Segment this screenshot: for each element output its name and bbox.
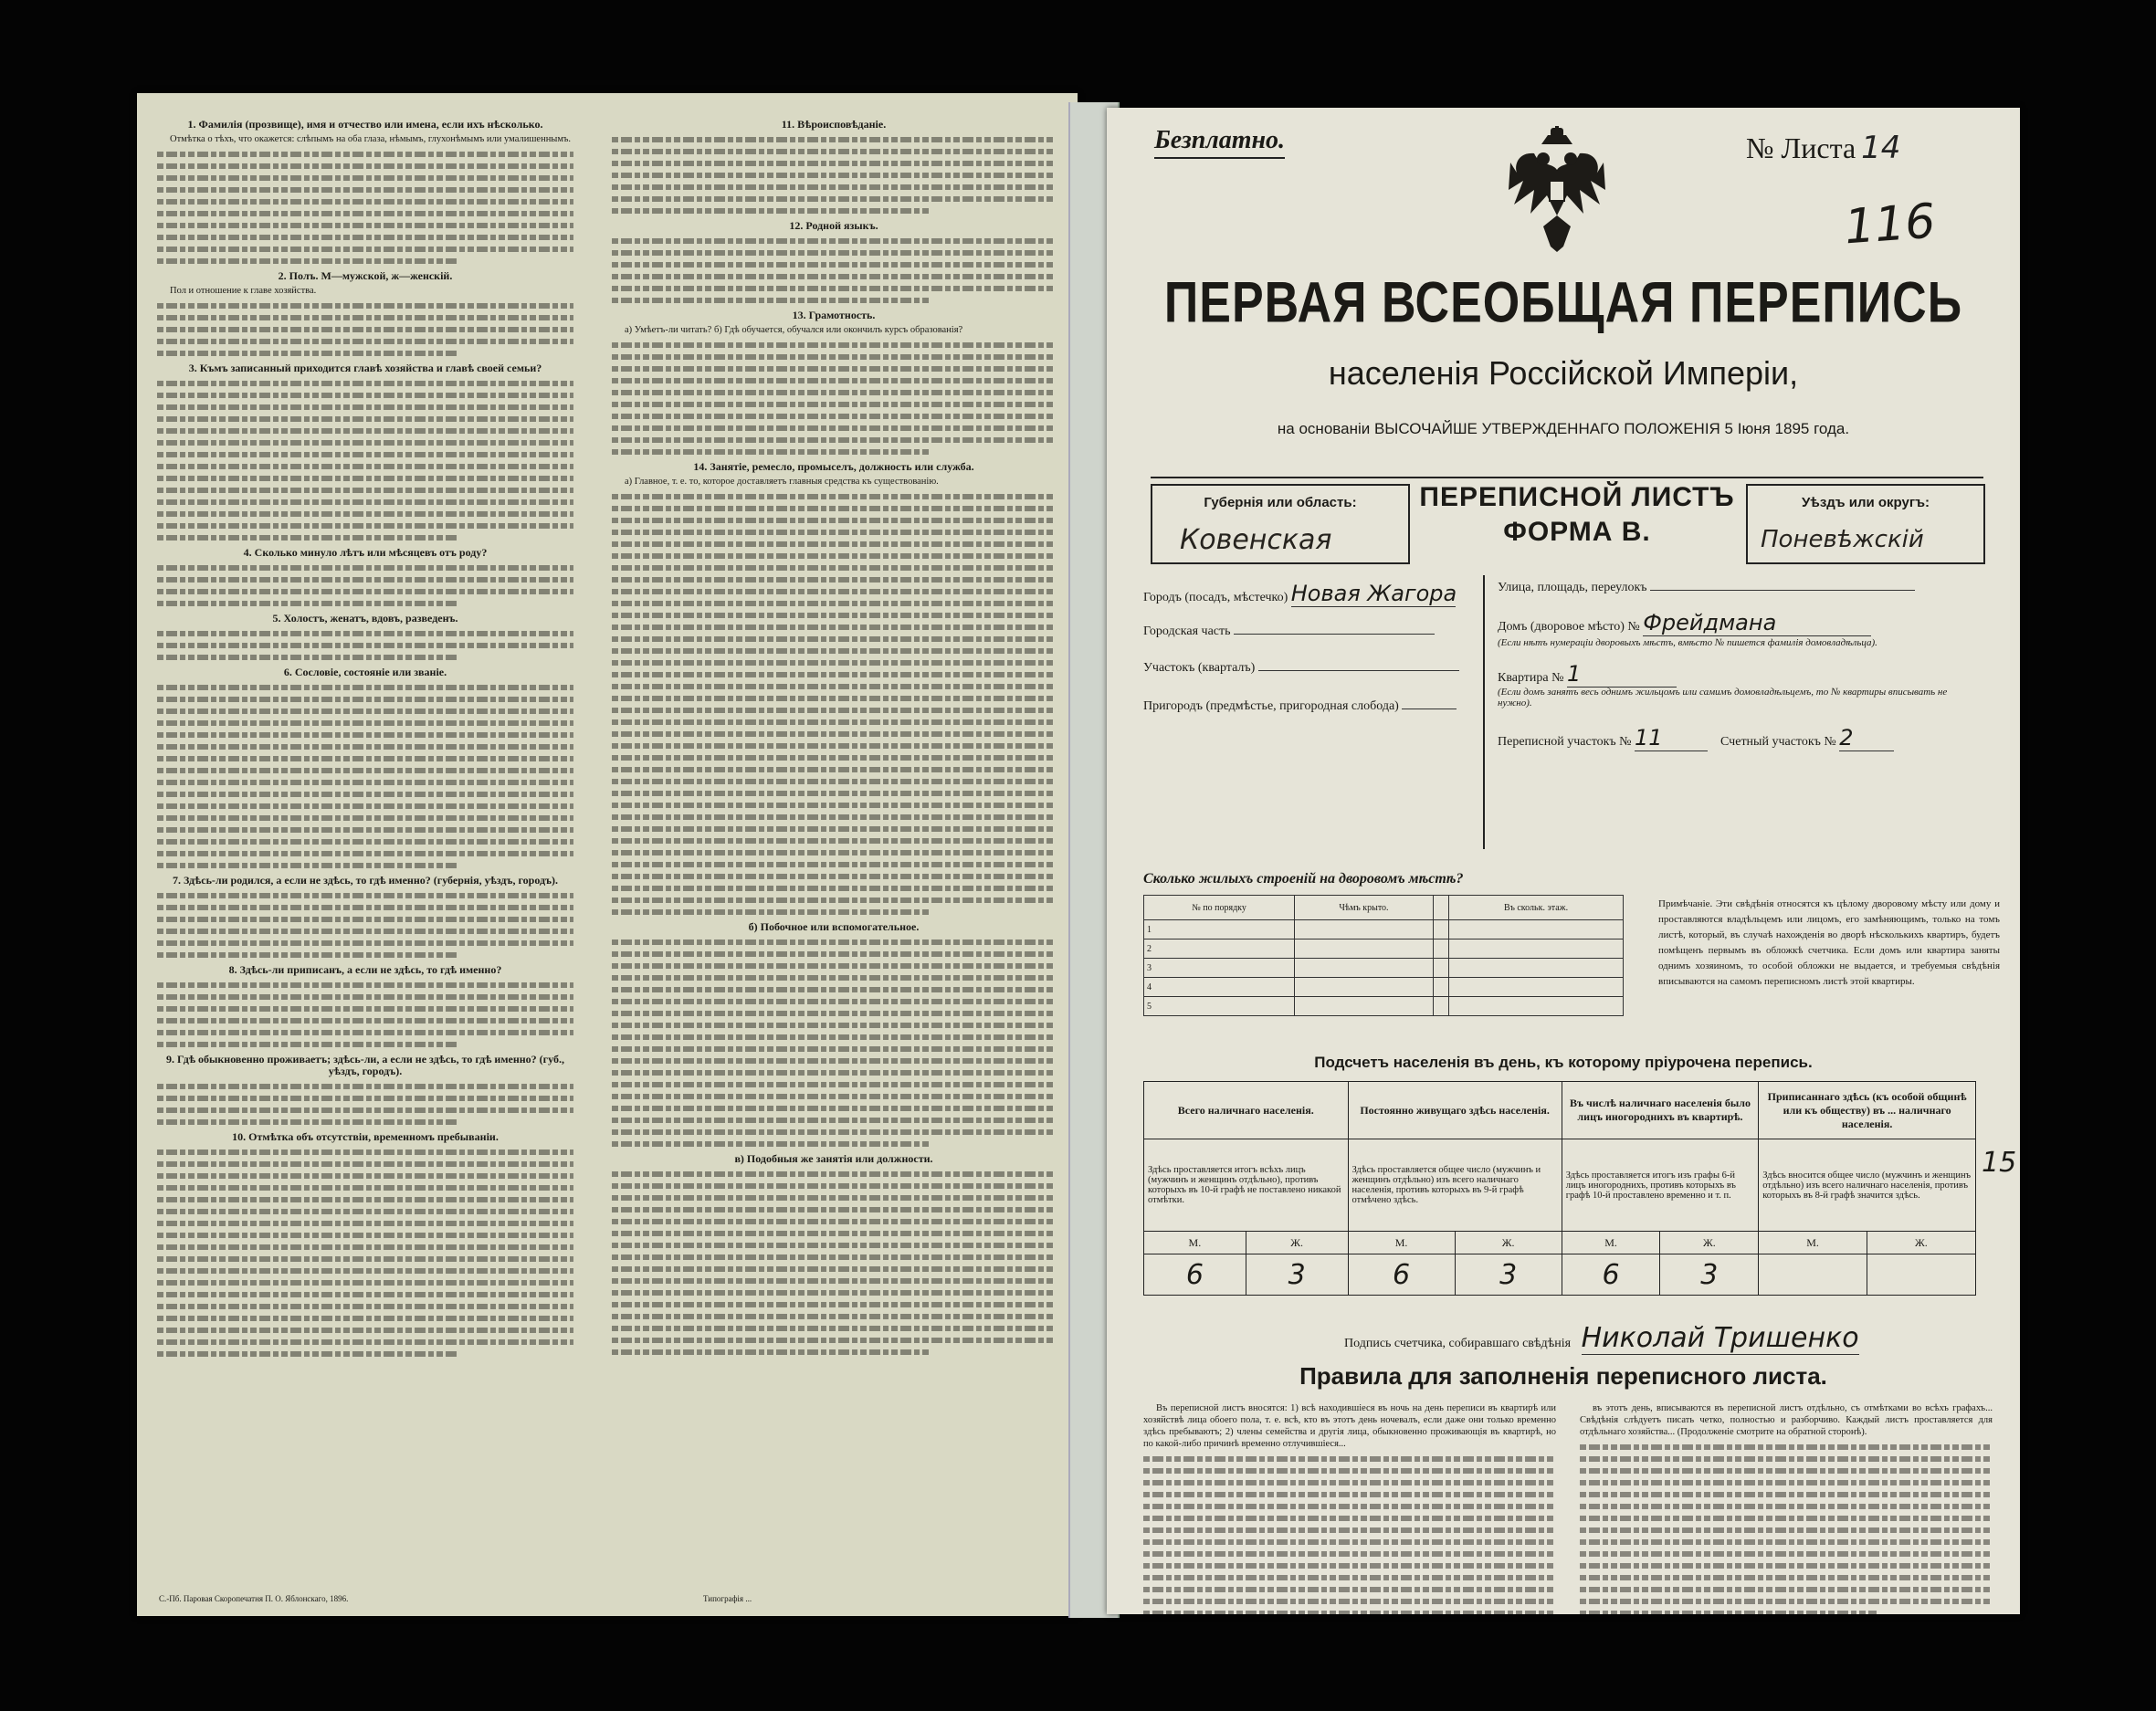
street-field [1498, 581, 1915, 595]
free-of-charge-label: Безплатно. [1154, 126, 1285, 159]
sheet-number-handwritten: 116 [1843, 194, 1938, 256]
form-subtitle: населенія Россійской Имперіи, [1328, 354, 1799, 392]
gubernia-label: Губернія или область: [1204, 495, 1357, 510]
table-row [1144, 978, 1624, 997]
count-value: 3 [1246, 1254, 1348, 1296]
instruction-heading: 1. Фамилія (прозвище), имя и отчество или имена, если ихъ нѣсколько. [187, 118, 543, 131]
instruction-heading: 9. Гдѣ обыкновенно проживаетъ; здѣсь-ли, а если не здѣсь, то гдѣ именно? (губ., уѣздъ, городъ). [166, 1053, 564, 1077]
address-divider [1483, 575, 1485, 849]
row-number: 1 [1144, 920, 1295, 939]
street-label: Улица, площадь, переулокъ [1498, 581, 1647, 594]
sex-label: Ж. [1867, 1232, 1975, 1254]
sex-label: Ж. [1660, 1232, 1759, 1254]
instruction-text: а) Главное, т. е. то, которое доставляетъ главныя средства къ существованію. [625, 477, 939, 487]
count-desc: Здѣсь вносится общее число (мужчинъ и женщинъ отдѣльно) изъ всего наличнаго населенія, противъ которыхъ въ 8-й графѣ значится здѣсь. [1759, 1139, 1976, 1232]
instruction-heading: 2. Полъ. М—мужской, ж—женскій. [278, 269, 453, 282]
instruction-heading: 4. Сколько минуло лѣтъ или мѣсяцевъ отъ роду? [243, 546, 488, 559]
uezd-box [1746, 484, 1985, 564]
count-value [1759, 1254, 1867, 1296]
table-header-row [1144, 896, 1624, 920]
count-value: 6 [1348, 1254, 1455, 1296]
dense-text-lines [612, 1171, 1056, 1355]
instruction-heading: 14. Занятіе, ремесло, промыселъ, должность или служба. [693, 460, 974, 473]
count-mf-row [1144, 1232, 1976, 1254]
dense-text-lines [157, 982, 573, 1047]
instruction-heading: б) Побочное или вспомогательное. [748, 920, 920, 933]
city-part-field [1143, 625, 1435, 639]
city-value: Новая Жагора [1290, 581, 1457, 606]
imperial-eagle-icon [1507, 126, 1607, 254]
count-district-value: 2 [1839, 725, 1854, 751]
sex-label: М. [1759, 1232, 1867, 1254]
rules-column-2 [1580, 1402, 1993, 1614]
table-header [1433, 896, 1448, 920]
count-head: Приписаннаго здѣсь (къ особой общинѣ или къ обществу) въ ... наличнаго населенія. [1759, 1082, 1976, 1139]
dense-text-lines [157, 893, 573, 958]
sex-label: М. [1348, 1232, 1455, 1254]
instruction-text: Отмѣтка о тѣхъ, что окажется: слѣпымъ на оба глаза, нѣмымъ, глухонѣмымъ или умалишеннымъ. [170, 134, 572, 144]
district-label: Участокъ (кварталъ) [1143, 661, 1256, 675]
dense-text-lines [1143, 1456, 1556, 1614]
count-desc: Здѣсь проставляется общее число (мужчинъ и женщинъ отдѣльно) изъ всего наличнаго населенія, противъ которыхъ въ 9-й графѣ отмѣчено здѣсь. [1348, 1139, 1562, 1232]
suburb-label: Пригородъ (предмѣстье, пригородная слобода) [1143, 699, 1399, 713]
dense-text-lines [612, 939, 1056, 1147]
city-label: Городъ (посадъ, мѣстечко) [1143, 591, 1288, 604]
population-count-title: Подсчетъ населенія въ день, къ которому пріурочена перепись. [1314, 1054, 1813, 1071]
list-title-line-2: ФОРМА В. [1503, 517, 1651, 547]
instruction-heading: 12. Родной языкъ. [789, 219, 878, 232]
margin-annotation: 15 [1982, 1147, 2017, 1179]
row-number: 3 [1144, 959, 1295, 978]
instruction-heading: 7. Здѣсь-ли родился, а если не здѣсь, то гдѣ именно? (губернія, уѣздъ, городъ). [172, 874, 559, 887]
dense-text-lines [612, 238, 1056, 303]
city-field [1143, 581, 1456, 607]
divider [1151, 477, 1983, 478]
count-value: 3 [1660, 1254, 1759, 1296]
dense-text-lines [157, 1084, 573, 1125]
instruction-heading: 3. Къмъ записанный приходится главѣ хозяйства и главѣ своей семьи? [188, 362, 542, 374]
table-header: Въ скольк. этаж. [1449, 896, 1624, 920]
printer-imprint-left: С.-Пб. Паровая Скоропечатня П. О. Яблонскаго, 1896. [159, 1594, 349, 1603]
uezd-value: Поневѣжскій [1761, 526, 1924, 553]
instruction-heading: 6. Сословіе, состояніе или званіе. [283, 666, 447, 678]
instructions-column-2 [612, 115, 1056, 1361]
count-district-label: Счетный участокъ № [1720, 735, 1836, 749]
sheet-number [1746, 130, 1900, 166]
table-row [1144, 939, 1624, 959]
list-title [1408, 480, 1746, 550]
sex-label: Ж. [1455, 1232, 1562, 1254]
signature-label: Подпись счетчика, собиравшаго свѣдѣнія [1344, 1337, 1572, 1350]
table-header: № по порядку [1144, 896, 1295, 920]
count-value [1867, 1254, 1975, 1296]
count-head: Постоянно живущаго здѣсь населенія. [1348, 1082, 1562, 1139]
form-title: ПЕРВАЯ ВСЕОБЩАЯ ПЕРЕПИСЬ [1163, 270, 1963, 336]
instruction-heading: 11. Вѣроисповѣданіе. [781, 118, 887, 131]
apartment-note: (Если домъ занятъ весь однимъ жильцомъ или самимъ домовладѣльцемъ, то № квартиры вписывать не нужно). [1498, 687, 1948, 709]
row-number: 4 [1144, 978, 1295, 997]
census-form-page [1107, 108, 2020, 1614]
apartment-value: 1 [1566, 661, 1582, 687]
sex-label: М. [1144, 1232, 1246, 1254]
gubernia-box [1151, 484, 1410, 564]
dense-text-lines [157, 565, 573, 606]
uezd-label: Уѣздъ или округъ: [1801, 495, 1930, 510]
dense-text-lines [612, 342, 1056, 455]
dense-text-lines [157, 381, 573, 541]
instruction-heading: 10. Отмѣтка объ отсутствіи, временномъ пребываніи. [232, 1130, 499, 1143]
dwelling-question: Сколько жилыхъ строеній на дворовомъ мѣстѣ? [1143, 871, 1464, 887]
rules-title: Правила для заполненія переписного листа. [1299, 1362, 1827, 1390]
rules-column-1 [1143, 1402, 1556, 1614]
count-value: 3 [1455, 1254, 1562, 1296]
instruction-text: Пол и отношение к главе хозяйства. [170, 286, 317, 296]
instruction-heading: 5. Холостъ, женатъ, вдовъ, разведенъ. [272, 612, 458, 625]
sex-label: Ж. [1246, 1232, 1348, 1254]
sheet-number-label: № Листа [1746, 131, 1856, 164]
count-value: 6 [1144, 1254, 1246, 1296]
house-value: Фрейдмана [1643, 610, 1777, 635]
enumerator-signature [1344, 1322, 1859, 1354]
rules-text: въ этотъ день, вписываются въ переписной листъ отдѣльно, съ отмѣтками во всѣхъ графахъ... Свѣдѣнія слѣдуетъ писать четко, полностью и разборчиво. Каждый листъ проставляется для отдѣльнаго хозяйства... (Продолженіе смотрите на обратной сторонѣ). [1580, 1403, 1993, 1437]
table-row [1144, 959, 1624, 978]
count-desc-row [1144, 1139, 1976, 1232]
dense-text-lines [612, 137, 1056, 214]
gubernia-value: Ковенская [1180, 524, 1332, 556]
census-district-value: 11 [1635, 725, 1663, 751]
dense-text-lines [612, 494, 1056, 915]
instruction-heading: 8. Здѣсь-ли приписанъ, а если не здѣсь, то гдѣ именно? [228, 963, 502, 976]
population-count-table [1143, 1081, 1976, 1296]
dense-text-lines [157, 303, 573, 356]
count-head-row [1144, 1082, 1976, 1139]
house-field [1498, 610, 1871, 636]
apartment-label: Квартира № [1498, 671, 1564, 685]
row-number: 2 [1144, 939, 1295, 959]
dwelling-note: Примѣчаніе. Эти свѣдѣнія относятся къ цѣлому дворовому мѣсту или дому и проставляются владѣльцемъ или лицомъ, его замѣняющимъ, только на томъ листѣ, который, въ случаѣ нахожденія во дворѣ нѣсколькихъ квартиръ, будетъ помѣщенъ первымъ въ обложкѣ счетчика. Если домъ или квартира заняты однимъ хозяиномъ, то особой обложки не выдается, и требуемыя свѣдѣнія вписываются на самомъ переписномъ листѣ этой квартиры. [1658, 898, 2000, 987]
row-number: 5 [1144, 997, 1295, 1016]
count-desc: Здѣсь проставляется итогъ всѣхъ лицъ (мужчинъ и женщинъ отдѣльно), противъ которыхъ въ 10-й графѣ не поставлено никакой отмѣтки. [1144, 1139, 1349, 1232]
table-row [1144, 997, 1624, 1016]
census-district-label: Переписной участокъ № [1498, 735, 1632, 749]
count-desc: Здѣсь проставляется итогъ изъ графы 6-й лицъ иногороднихъ, противъ которыхъ въ графѣ 10-й проставлено временно и т. п. [1562, 1139, 1759, 1232]
table-row [1144, 920, 1624, 939]
printer-imprint-right: Типографія ... [703, 1594, 752, 1603]
rules-text: Въ переписной листъ вносятся: 1) всѣ находившіеся въ ночь на день переписи въ квартирѣ или хозяйствѣ лица обоего пола, т. е. всѣ, кто въ этотъ день ночевалъ, если даже они только временно здѣсь пребываютъ; 2) члены семейства и другія лица, обыкновенно проживающія въ квартирѣ, но по какой-либо причинѣ временно отлучившіеся... [1143, 1403, 1556, 1449]
count-head: Въ числѣ наличнаго населенія было лицъ иногороднихъ въ квартирѣ. [1562, 1082, 1759, 1139]
district-field [1143, 661, 1459, 676]
sheet-number-value: 14 [1861, 130, 1901, 166]
instructions-page [137, 93, 1078, 1616]
legal-basis: на основаніи ВЫСОЧАЙШЕ УТВЕРЖДЕННАГО ПОЛОЖЕНІЯ 5 Іюня 1895 года. [1277, 420, 1850, 437]
census-district-field [1498, 725, 1894, 751]
signature-value: Николай Тришенко [1581, 1322, 1859, 1354]
dense-text-lines [157, 152, 573, 264]
instruction-heading: 13. Грамотность. [792, 309, 876, 321]
apartment-field [1498, 661, 1677, 688]
list-title-line-1: ПЕРЕПИСНОЙ ЛИСТЪ [1419, 482, 1735, 512]
count-values-row [1144, 1254, 1976, 1296]
house-label: Домъ (дворовое мѣсто) № [1498, 620, 1640, 634]
instruction-heading: в) Подобныя же занятія или должности. [734, 1152, 933, 1165]
count-head: Всего наличнаго населенія. [1144, 1082, 1349, 1139]
instructions-column-1 [157, 115, 573, 1363]
dense-text-lines [1580, 1444, 1993, 1614]
count-value: 6 [1562, 1254, 1660, 1296]
instruction-text: а) Умѣетъ-ли читать? б) Гдѣ обучается, обучался или окончилъ курсъ образованія? [625, 325, 963, 335]
dense-text-lines [157, 685, 573, 868]
suburb-field [1143, 699, 1457, 714]
dwelling-table [1143, 895, 1624, 1016]
house-note: (Если нѣтъ нумерацiи дворовыхъ мѣстъ, вмѣсто № пишется фамилія домовладѣльца). [1498, 637, 1877, 648]
sex-label: М. [1562, 1232, 1660, 1254]
city-part-label: Городская часть [1143, 625, 1231, 638]
table-header: Чѣмъ крыто. [1295, 896, 1434, 920]
dense-text-lines [157, 631, 573, 660]
dense-text-lines [157, 1149, 573, 1357]
